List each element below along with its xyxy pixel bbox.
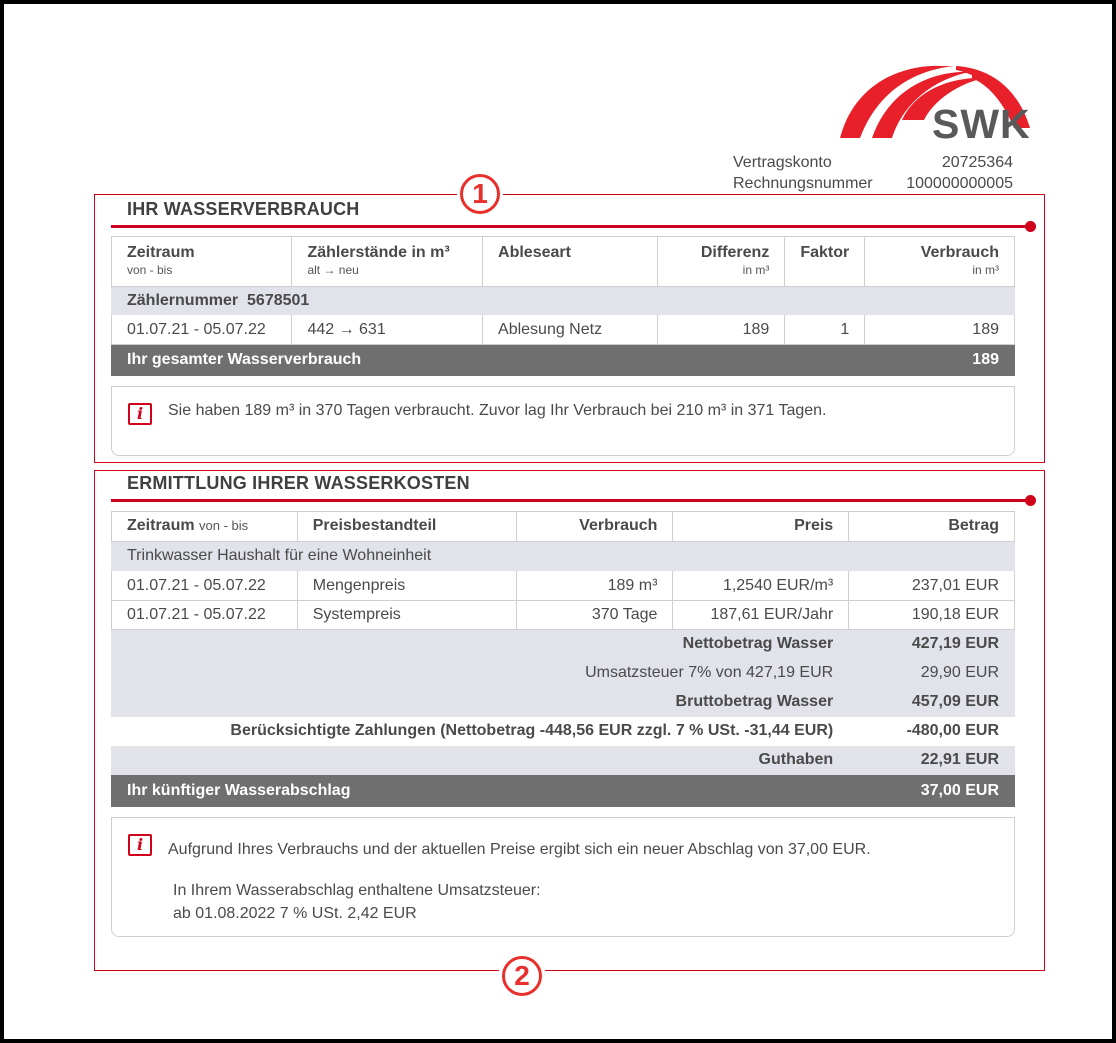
usage-title-dot bbox=[1025, 221, 1036, 232]
col-price-component: Preisbestandteil bbox=[297, 512, 516, 542]
costs-header-row bbox=[112, 512, 1015, 542]
row-reading-type: Ablesung Netz bbox=[483, 315, 658, 345]
col-period: Zeitraum von - bis bbox=[112, 237, 292, 287]
usage-info-text: Sie haben 189 m³ in 370 Tagen verbraucht. Zuvor lag Ihr Verbrauch bei 210 m³ in 371 Tagen. bbox=[168, 402, 827, 419]
contract-value: 20725364 bbox=[941, 154, 1013, 171]
invoice-number bbox=[733, 174, 1013, 194]
costs-title-rule bbox=[111, 499, 1031, 502]
col-factor: Faktor bbox=[785, 237, 865, 287]
payments-row bbox=[112, 717, 1015, 746]
row-period: 01.07.21 - 05.07.22 bbox=[112, 315, 292, 345]
vat-value: 29,90 EUR bbox=[849, 659, 1015, 688]
meter-value: 5678501 bbox=[247, 291, 310, 309]
vat-row bbox=[112, 659, 1015, 688]
costs-info-line3: ab 01.08.2022 7 % USt. 2,42 EUR bbox=[173, 905, 417, 922]
section-badge-1: 1 bbox=[457, 171, 503, 217]
section-badge-2: 2 bbox=[499, 953, 545, 999]
future-installment-value: 37,00 EUR bbox=[849, 775, 1015, 807]
info-icon: i bbox=[128, 834, 152, 856]
table-row bbox=[112, 315, 1015, 345]
col-meter-readings: Zählerstände in m³ alt → neu bbox=[292, 237, 483, 287]
credit-value: 22,91 EUR bbox=[849, 746, 1015, 775]
gross-value: 457,09 EUR bbox=[849, 688, 1015, 717]
row-factor: 1 bbox=[785, 315, 865, 345]
gross-label: Bruttobetrag Wasser bbox=[112, 688, 849, 717]
payments-value: -480,00 EUR bbox=[849, 717, 1015, 746]
usage-total-row bbox=[112, 345, 1015, 376]
col-reading-type: Ableseart bbox=[483, 237, 658, 287]
usage-section-title: IHR WASSERVERBRAUCH bbox=[127, 199, 360, 219]
costs-info-line2: In Ihrem Wasserabschlag enthaltene Umsatzsteuer: bbox=[173, 882, 541, 899]
gross-amount-row bbox=[112, 688, 1015, 717]
contract-label: Vertragskonto bbox=[733, 154, 832, 171]
costs-section-title: ERMITTLUNG IHRER WASSERKOSTEN bbox=[127, 473, 470, 493]
costs-info-line1: Aufgrund Ihres Verbrauchs und der aktuellen Preise ergibt sich ein neuer Abschlag von 37,00 EUR. bbox=[168, 841, 871, 858]
col-usage: Verbrauch bbox=[516, 512, 673, 542]
usage-table bbox=[111, 236, 1015, 376]
net-value: 427,19 EUR bbox=[849, 630, 1015, 659]
tariff-row bbox=[112, 542, 1015, 571]
tariff-name: Trinkwasser Haushalt für eine Wohneinheit bbox=[112, 542, 1015, 571]
col-consumption: Verbrauch in m³ bbox=[865, 237, 1015, 287]
future-installment-row bbox=[112, 775, 1015, 807]
contract-account bbox=[733, 153, 1013, 173]
costs-info-box bbox=[111, 817, 1015, 937]
usage-total-label: Ihr gesamter Wasserverbrauch bbox=[112, 345, 865, 376]
table-row: 01.07.21 - 05.07.22 Systempreis 370 Tage 187,61 EUR/Jahr 190,18 EUR bbox=[112, 601, 1015, 630]
costs-table bbox=[111, 511, 1015, 807]
meter-number-row bbox=[112, 287, 1015, 315]
costs-title-dot bbox=[1025, 495, 1036, 506]
col-price: Preis bbox=[673, 512, 849, 542]
col-difference: Differenz in m³ bbox=[657, 237, 785, 287]
meter-label: Zählernummer bbox=[127, 291, 239, 309]
table-row: 01.07.21 - 05.07.22 Mengenpreis 189 m³ 1,2540 EUR/m³ 237,01 EUR bbox=[112, 571, 1015, 601]
credit-row bbox=[112, 746, 1015, 775]
usage-title-rule bbox=[111, 225, 1031, 228]
net-amount-row bbox=[112, 630, 1015, 659]
credit-label: Guthaben bbox=[112, 746, 849, 775]
usage-total-value: 189 bbox=[865, 345, 1015, 376]
info-icon: i bbox=[128, 403, 152, 425]
col-amount: Betrag bbox=[849, 512, 1015, 542]
row-consumption: 189 bbox=[865, 315, 1015, 345]
col-period: Zeitraum von - bis bbox=[112, 512, 298, 542]
invoice-value: 100000000005 bbox=[906, 175, 1013, 192]
row-difference: 189 bbox=[657, 315, 785, 345]
vat-label: Umsatzsteuer 7% von 427,19 EUR bbox=[112, 659, 849, 688]
row-readings: 442 → 631 bbox=[292, 315, 483, 345]
net-label: Nettobetrag Wasser bbox=[112, 630, 849, 659]
invoice-label: Rechnungsnummer bbox=[733, 175, 873, 192]
payments-label: Berücksichtigte Zahlungen (Nettobetrag -448,56 EUR zzgl. 7 % USt. -31,44 EUR) bbox=[112, 717, 849, 746]
usage-header-row bbox=[112, 237, 1015, 287]
usage-info-box bbox=[111, 386, 1015, 456]
brand-name: SWK bbox=[932, 101, 1031, 147]
future-installment-label: Ihr künftiger Wasserabschlag bbox=[112, 775, 849, 807]
